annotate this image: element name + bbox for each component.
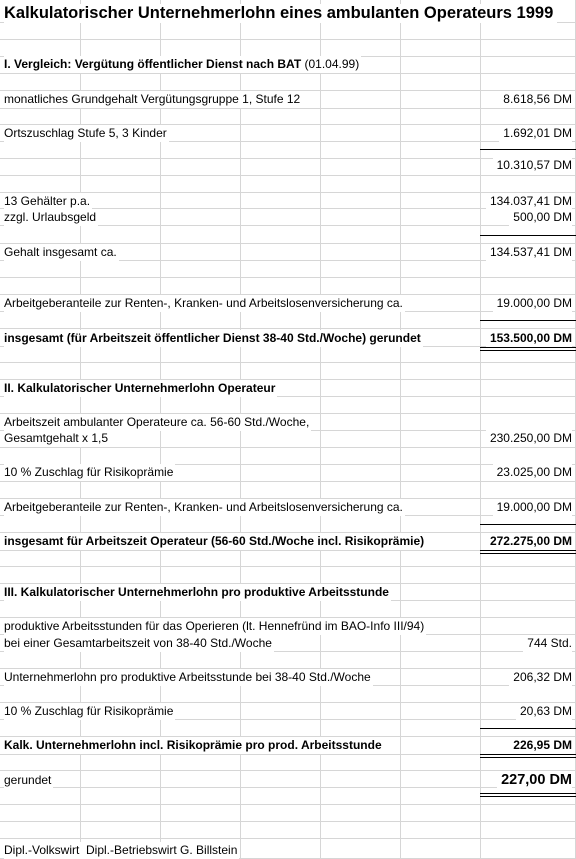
- stunden-label-1: produktive Arbeitsstunden für das Operieren (lt. Hennefründ im BAO-Info III/94): [4, 619, 425, 633]
- sec1-total-row: [0, 330, 576, 347]
- sec2-zuschlag-row: [0, 464, 576, 481]
- gerundet-label: gerundet: [4, 773, 52, 787]
- double-rule: [480, 347, 576, 348]
- page-title: Kalkulatorischer Unternehmerlohn eines ambulanten Operateurs 1999: [4, 4, 557, 23]
- urlaubsgeld-label: zzgl. Urlaubsgeld: [4, 210, 97, 224]
- sec3-zuschlag-row: [0, 703, 576, 720]
- sec1-ag-value: 19.000,00 DM: [493, 295, 572, 312]
- stunden-label-2: bei einer Gesamtarbeitszeit von 38-40 Std./Woche: [4, 636, 272, 650]
- lohn-value: 206,32 DM: [509, 669, 572, 686]
- sec1-heading-date: (01.04.99): [304, 57, 360, 71]
- grid-row-line: [0, 770, 576, 771]
- gehalt-label: Gehalt insgesamt ca.: [4, 245, 117, 259]
- sec1-ag-row: [0, 295, 576, 312]
- sec2-arbeitszeit-row: [0, 414, 576, 431]
- footer-text: Dipl.-Volkswirt Dipl.-Betriebswirt G. Billstein: [4, 843, 238, 857]
- grid-row-line: [0, 362, 576, 363]
- double-rule: [480, 793, 576, 794]
- grid-row-line: [0, 277, 576, 278]
- sec3-kalk-row: [0, 737, 576, 754]
- sec1-gehaelter-row: [0, 193, 576, 210]
- sec2-zuschlag-label: 10 % Zuschlag für Risikoprämie: [4, 465, 174, 479]
- grid-row-line: [0, 328, 576, 329]
- double-rule: [480, 550, 576, 551]
- grid-row-line: [0, 838, 576, 839]
- sec2-total-label: insgesamt für Arbeitszeit Operateur (56-60 Std./Woche incl. Risikoprämie): [4, 534, 425, 548]
- sec3-stunden-row-1: [0, 618, 576, 635]
- sum-rule: [480, 320, 576, 321]
- grid-row-line: [0, 39, 576, 40]
- double-rule: [480, 754, 576, 755]
- grid-row-line: [0, 108, 576, 109]
- sec1-grundgehalt-row: [0, 91, 576, 108]
- grid-row-line: [0, 566, 576, 567]
- sec1-total-label: insgesamt (für Arbeitszeit öffentlicher Dienst 38-40 Std./Woche) gerundet: [4, 331, 421, 345]
- sec2-heading-row: [0, 380, 576, 397]
- sec2-ag-value: 19.000,00 DM: [493, 499, 572, 516]
- sec2-heading: II. Kalkulatorischer Unternehmerlohn Operateur: [4, 381, 276, 395]
- grid-row-line: [0, 73, 576, 74]
- ortszuschlag-value: 1.692,01 DM: [499, 125, 572, 142]
- sec3-stunden-row-2: [0, 635, 576, 652]
- gerundet-value: 227,00 DM: [497, 772, 572, 789]
- gehalt-value: 134.537,41 DM: [486, 244, 572, 261]
- sec3-heading: III. Kalkulatorischer Unternehmerlohn pro produktive Arbeitsstunde: [4, 585, 389, 599]
- sum-rule: [480, 149, 576, 150]
- gehaelter-value: 134.037,41 DM: [486, 193, 572, 210]
- gehaelter-label: 13 Gehälter p.a.: [4, 194, 91, 208]
- double-rule: [480, 350, 576, 351]
- sec1-monthly-total-row: [0, 157, 576, 174]
- sec1-urlaubsgeld-row: [0, 209, 576, 226]
- sec2-ag-row: [0, 499, 576, 516]
- sec2-gesamtgehalt-row: [0, 430, 576, 447]
- ortszuschlag-label: Ortszuschlag Stufe 5, 3 Kinder: [4, 126, 167, 140]
- grid-row-line: [0, 447, 576, 448]
- sec1-ortszuschlag-row: [0, 125, 576, 142]
- sec2-zuschlag-value: 23.025,00 DM: [493, 464, 572, 481]
- grundgehalt-label: monatliches Grundgehalt Vergütungsgruppe 1, Stufe 12: [4, 92, 301, 106]
- grid-row-line: [0, 175, 576, 176]
- sec1-heading-text: I. Vergleich: Vergütung öffentlicher Dienst nach BAT: [4, 57, 302, 71]
- stunden-value: 744 Std.: [523, 635, 572, 652]
- double-rule: [480, 553, 576, 554]
- sec1-gehalt-row: [0, 244, 576, 261]
- double-rule: [480, 757, 576, 758]
- arbeitszeit-label: Arbeitszeit ambulanter Operateure ca. 56-60 Std./Woche,: [4, 415, 310, 429]
- sum-rule: [480, 728, 576, 729]
- monthly-total-value: 10.310,57 DM: [493, 157, 572, 174]
- kalk-label: Kalk. Unternehmerlohn incl. Risikoprämie pro prod. Arbeitsstunde: [4, 738, 382, 752]
- sec3-zuschlag-label: 10 % Zuschlag für Risikoprämie: [4, 704, 174, 718]
- sec3-heading-row: [0, 584, 576, 601]
- sec2-ag-label: Arbeitgeberanteile zur Renten-, Kranken- und Arbeitslosenversicherung ca.: [4, 500, 403, 514]
- double-rule: [480, 796, 576, 797]
- sec3-zuschlag-value: 20,63 DM: [516, 703, 572, 720]
- sec3-gerundet-row: [0, 772, 576, 789]
- footer-row: [0, 842, 576, 859]
- grundgehalt-value: 8.618,56 DM: [499, 91, 572, 108]
- grid-row-line: [0, 481, 576, 482]
- lohn-label: Unternehmerlohn pro produktive Arbeitsstunde bei 38-40 Std./Woche: [4, 670, 371, 684]
- sum-rule: [480, 524, 576, 525]
- grid-row-line: [0, 804, 576, 805]
- sec3-lohn-row: [0, 669, 576, 686]
- sec1-heading-row: [0, 56, 576, 73]
- sec2-total-row: [0, 533, 576, 550]
- sum-rule: [480, 235, 576, 236]
- sec1-ag-label: Arbeitgeberanteile zur Renten-, Kranken- und Arbeitslosenversicherung ca.: [4, 296, 403, 310]
- gesamtgehalt-label: Gesamtgehalt x 1,5: [4, 431, 109, 445]
- sec1-total-value: 153.500,00 DM: [486, 330, 572, 347]
- grid-row-line: [0, 821, 576, 822]
- sec2-total-value: 272.275,00 DM: [486, 533, 572, 550]
- gesamtgehalt-value: 230.250,00 DM: [486, 430, 572, 447]
- kalk-value: 226,95 DM: [509, 737, 572, 754]
- urlaubsgeld-value: 500,00 DM: [509, 209, 572, 226]
- sec1-heading: [4, 56, 361, 73]
